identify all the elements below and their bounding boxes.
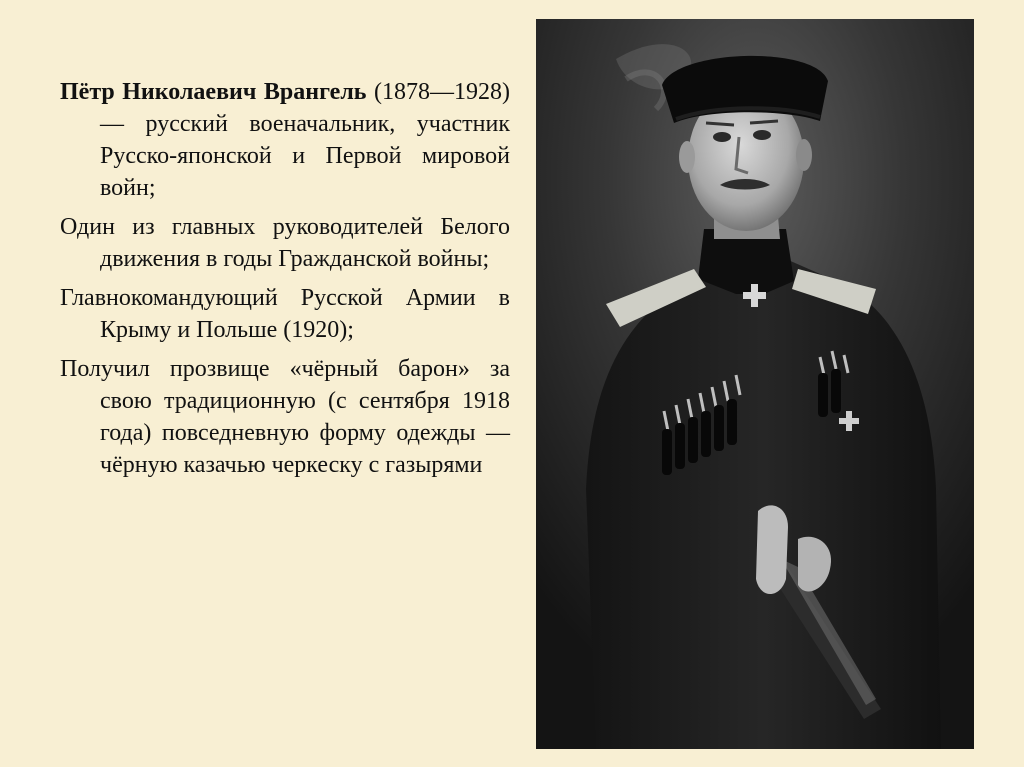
left-eye bbox=[713, 132, 731, 142]
person-name: Пётр Николаевич Врангель bbox=[60, 79, 367, 105]
bio-paragraph-1-text: (1878—1928) — русский военачальник, участник Русско-японской и Первой мировой войн; bbox=[100, 79, 510, 201]
portrait-illustration bbox=[536, 19, 974, 749]
bio-paragraph-3: Главнокомандующий Русской Армии в Крыму и Польше (1920); bbox=[60, 285, 510, 343]
right-eye bbox=[753, 130, 771, 140]
bio-paragraph-4: Получил прозвище «чёрный барон» за свою традиционную (с сентября 1918 года) повседневную форму одежды — чёрную казачью черкеску с газырями bbox=[60, 356, 510, 478]
bio-paragraph-2: Один из главных руководителей Белого движения в годы Гражданской войны; bbox=[60, 214, 510, 272]
biography-text bbox=[60, 76, 510, 488]
black-cherkeska bbox=[586, 259, 941, 749]
left-hand bbox=[756, 505, 788, 594]
portrait-photo bbox=[536, 19, 974, 749]
bio-paragraph-1 bbox=[60, 76, 510, 204]
